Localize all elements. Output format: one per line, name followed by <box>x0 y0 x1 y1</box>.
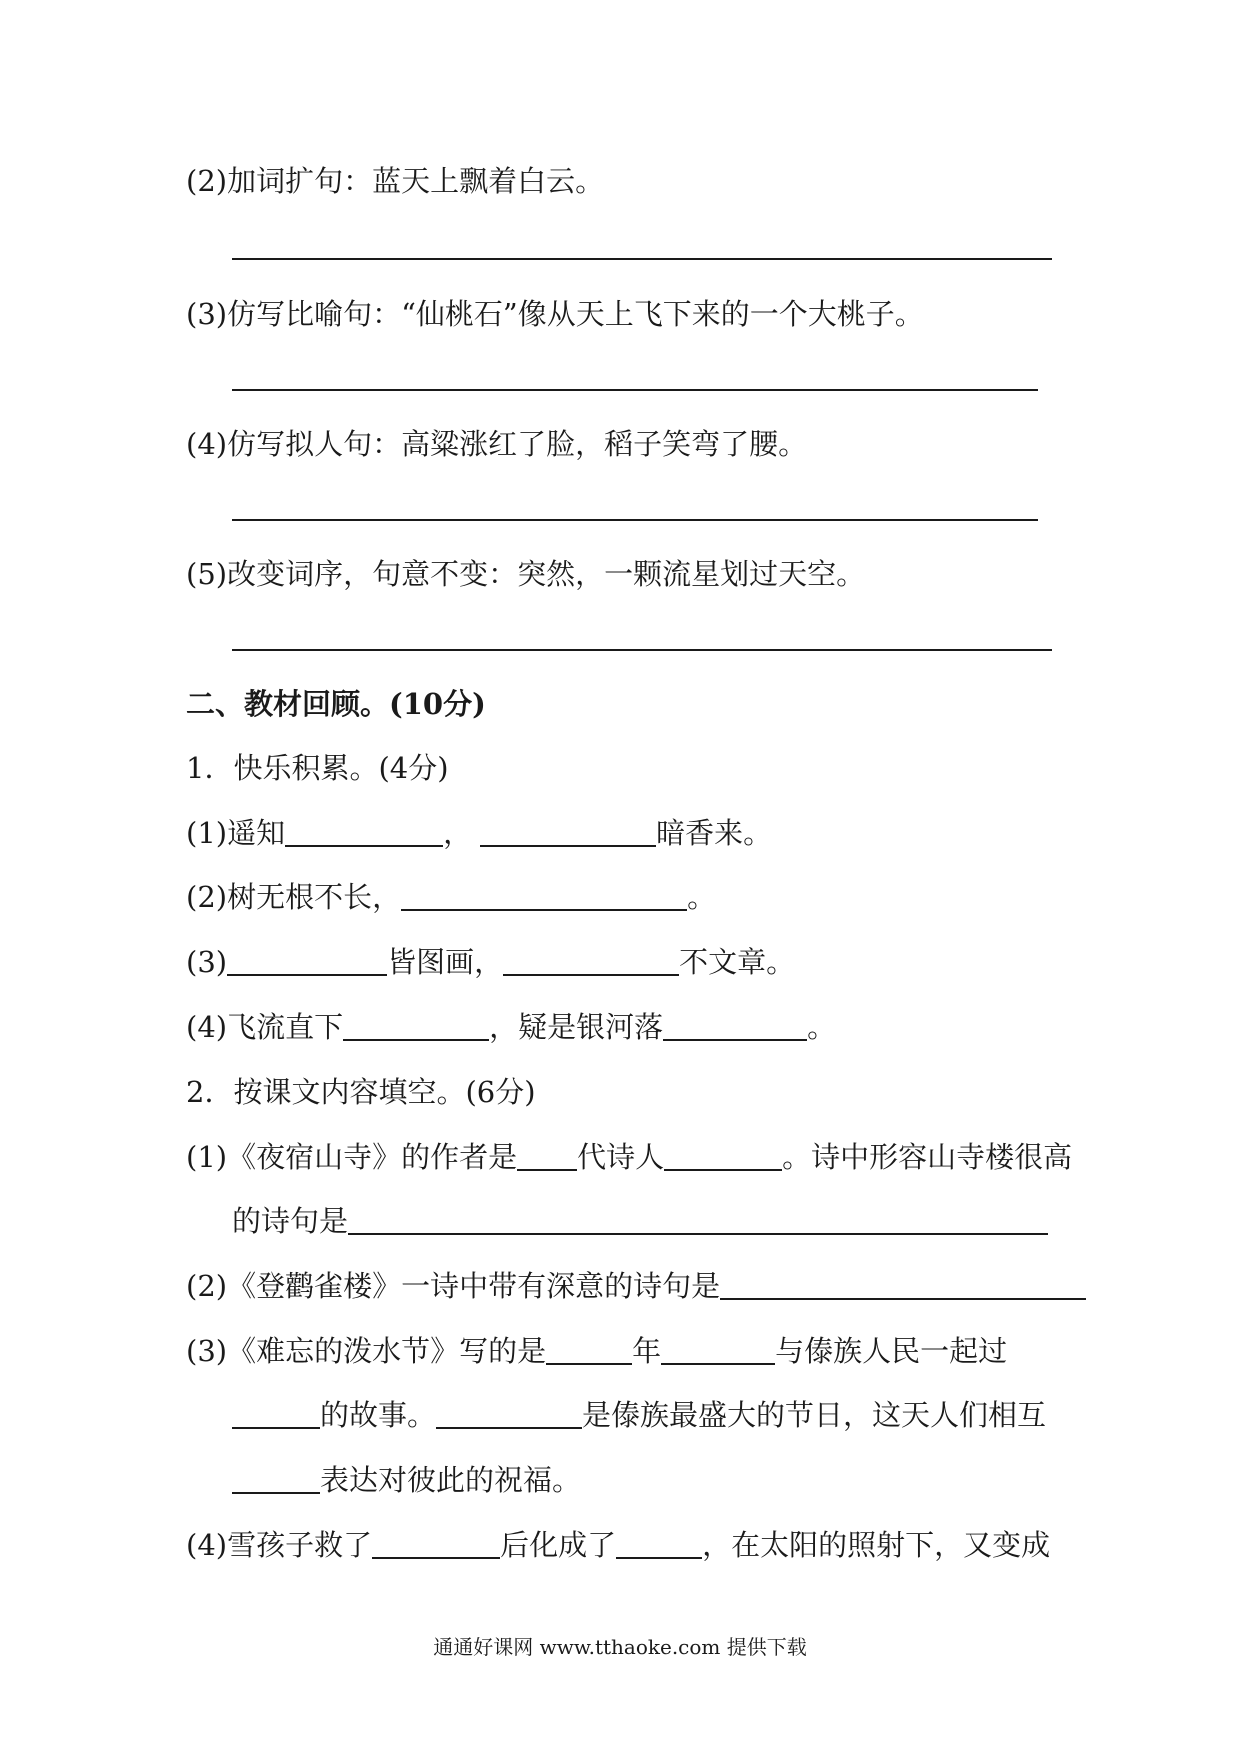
fill-blank[interactable] <box>480 817 656 847</box>
fill-blank[interactable] <box>546 1335 632 1365</box>
fill-blank[interactable] <box>664 1141 782 1171</box>
page-footer: 通通好课网 www.tthaoke.com 提供下载 <box>433 1635 807 1659</box>
question-2-3 <box>186 1333 1007 1369</box>
text: (4)雪孩子救了 <box>186 1528 373 1562</box>
text: ，疑是银河落 <box>489 1010 664 1044</box>
text: 代诗人 <box>577 1140 665 1174</box>
answer-line[interactable] <box>232 389 1038 391</box>
text: (3)《难忘的泼水节》写的是 <box>186 1334 547 1368</box>
fill-blank[interactable] <box>372 1529 500 1559</box>
question-1-title: 1．快乐积累。(4分) <box>186 751 449 785</box>
question-2-1 <box>186 1139 1072 1175</box>
question-1-3 <box>186 944 795 980</box>
text: ， <box>443 816 473 850</box>
fill-blank[interactable] <box>343 1011 489 1041</box>
text: 。诗中形容山寺楼很高 <box>782 1140 1073 1174</box>
question-2-4 <box>186 1527 1050 1563</box>
text: 与傣族人民一起过 <box>775 1334 1008 1368</box>
answer-line[interactable] <box>232 519 1038 521</box>
question-2-title: 2．按课文内容填空。(6分) <box>186 1075 536 1109</box>
text: (2)树无根不长， <box>186 880 402 914</box>
fill-blank[interactable] <box>663 1011 807 1041</box>
text: (1)《夜宿山寺》的作者是 <box>186 1140 518 1174</box>
answer-line[interactable] <box>232 258 1052 260</box>
text: 年 <box>632 1334 662 1368</box>
text: (3) <box>186 945 228 979</box>
fill-blank[interactable] <box>285 817 443 847</box>
text: 不文章。 <box>679 945 796 979</box>
fill-blank[interactable] <box>436 1399 582 1429</box>
fill-blank[interactable] <box>720 1270 1086 1300</box>
text: 暗香来。 <box>656 816 773 850</box>
text: (4)飞流直下 <box>186 1010 344 1044</box>
fill-blank[interactable] <box>616 1529 702 1559</box>
text: 是傣族最盛大的节日，这天人们相互 <box>582 1398 1047 1432</box>
text: (2)《登鹳雀楼》一诗中带有深意的诗句是 <box>186 1269 721 1303</box>
text: 。 <box>687 880 717 914</box>
answer-line[interactable] <box>232 649 1052 651</box>
section-heading: 二、教材回顾。(10分) <box>186 687 486 721</box>
question-2-2 <box>186 1268 1086 1304</box>
fill-blank[interactable] <box>661 1335 775 1365</box>
text: ，在太阳的照射下，又变成 <box>702 1528 1051 1562</box>
fill-blank[interactable] <box>517 1141 577 1171</box>
question-1-1 <box>186 815 772 851</box>
text: 的故事。 <box>320 1398 437 1432</box>
text: 后化成了 <box>500 1528 617 1562</box>
question-2-1-cont <box>232 1203 1048 1239</box>
question-personification: (4)仿写拟人句：高粱涨红了脸，稻子笑弯了腰。 <box>186 427 808 461</box>
fill-blank[interactable] <box>232 1399 320 1429</box>
fill-blank[interactable] <box>227 946 387 976</box>
question-expand-sentence: (2)加词扩句：蓝天上飘着白云。 <box>186 164 605 198</box>
question-2-3-cont2 <box>232 1462 581 1498</box>
fill-blank[interactable] <box>348 1205 1048 1235</box>
text: 的诗句是 <box>232 1204 349 1238</box>
fill-blank[interactable] <box>503 946 679 976</box>
question-simile: (3)仿写比喻句：“仙桃石”像从天上飞下来的一个大桃子。 <box>186 297 924 331</box>
text: 表达对彼此的祝福。 <box>320 1463 582 1497</box>
question-2-3-cont <box>232 1397 1046 1433</box>
fill-blank[interactable] <box>232 1464 320 1494</box>
question-reorder: (5)改变词序，句意不变：突然，一颗流星划过天空。 <box>186 557 866 591</box>
question-1-2 <box>186 879 716 915</box>
question-1-4 <box>186 1009 836 1045</box>
text: 皆图画， <box>387 945 504 979</box>
fill-blank[interactable] <box>401 881 687 911</box>
text: (1)遥知 <box>186 816 286 850</box>
text: 。 <box>807 1010 837 1044</box>
